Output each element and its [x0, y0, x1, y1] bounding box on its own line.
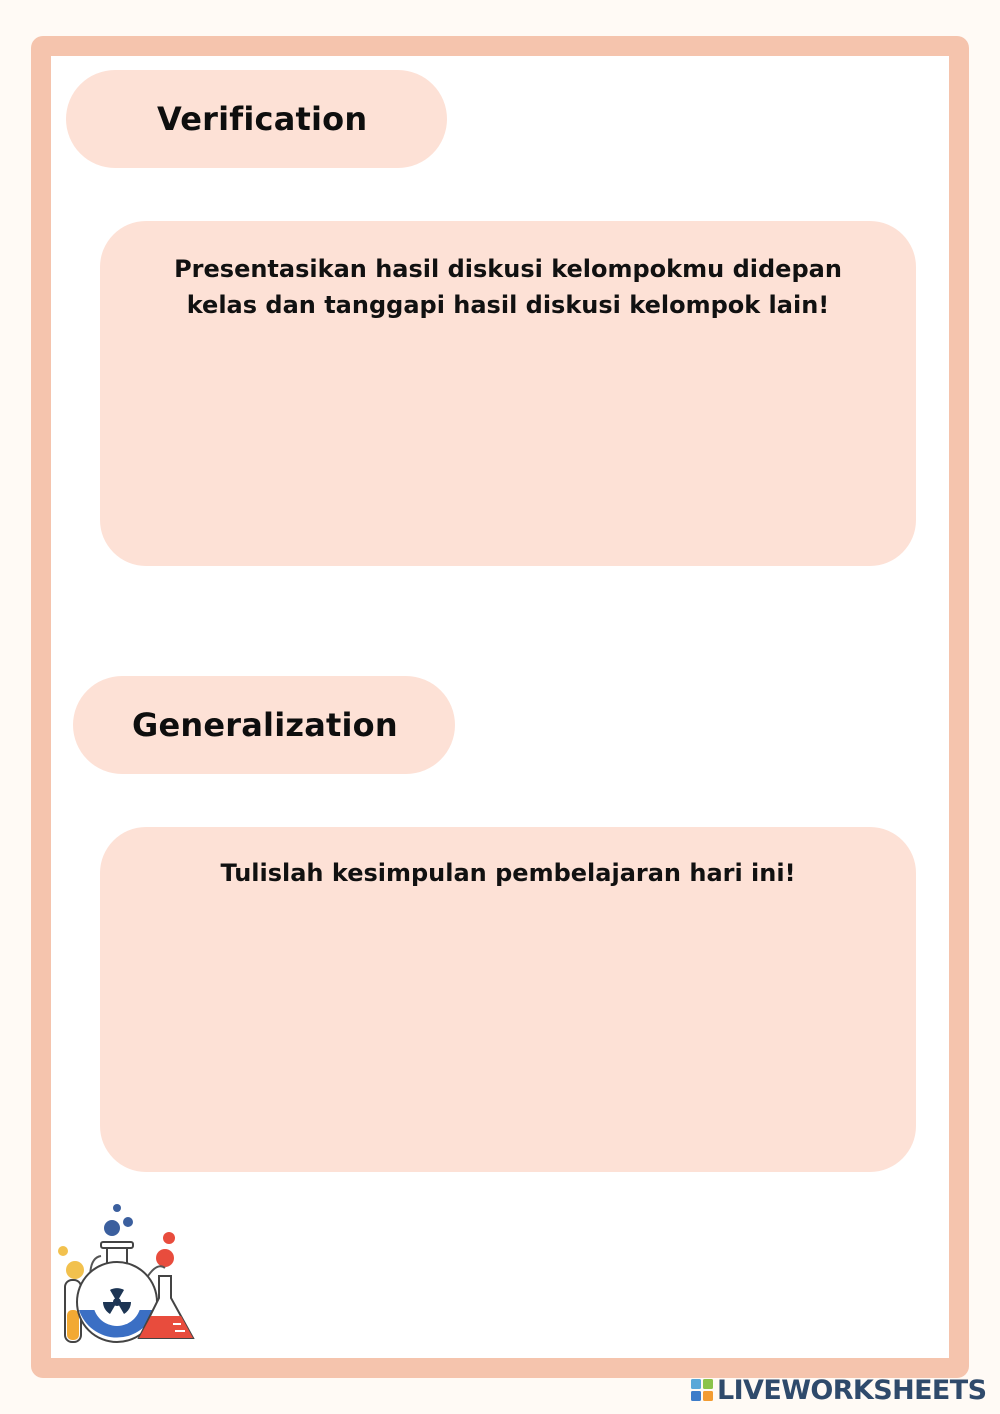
- verification-answer-box[interactable]: [100, 221, 916, 566]
- verification-heading-pill: [66, 70, 447, 168]
- generalization-prompt: Tulislah kesimpulan pembelajaran hari ini!: [220, 859, 796, 887]
- chemistry-flasks-icon: [55, 1198, 200, 1348]
- liveworksheets-logo: [691, 1374, 986, 1406]
- verification-heading: Verification: [157, 100, 368, 138]
- generalization-heading-pill: [73, 676, 455, 774]
- liveworksheets-logo-text: LIVEWORKSHEETS: [717, 1374, 987, 1406]
- generalization-answer-box[interactable]: [100, 827, 916, 1172]
- generalization-heading: Generalization: [132, 706, 398, 744]
- verification-prompt: Presentasikan hasil diskusi kelompokmu didepan kelas dan tanggapi hasil diskusi kelompok lain!: [174, 255, 842, 319]
- liveworksheets-grid-icon: [691, 1379, 713, 1401]
